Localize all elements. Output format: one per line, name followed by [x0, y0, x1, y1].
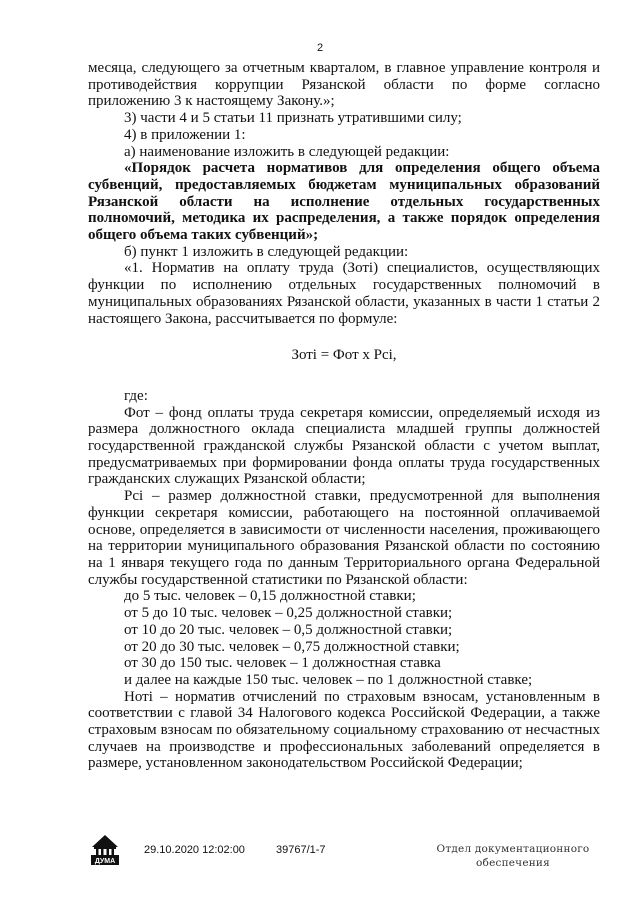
department-stamp	[428, 842, 598, 870]
rate-item: от 20 до 30 тыс. человек – 0,75 должностной ставки;	[124, 638, 460, 655]
paragraph-item-3: 3) части 4 и 5 статьи 11 признать утратившими силу;	[124, 110, 462, 127]
rate-item: и далее на каждые 150 тыс. человек – по 1 должностной ставке;	[124, 671, 533, 688]
stamp-timestamp: 29.10.2020 12:02:00	[144, 844, 245, 856]
paragraph-where: где:	[124, 387, 148, 404]
page-number: 2	[316, 42, 324, 54]
paragraph-point-1: «1. Норматив на оплату труда (Зоті) специалистов, осуществляющих функции по исполнению отдельных государственных полномочий в муниципальных образованиях Рязанской области, указанных в части 1 статьи 2 настоящего Закона, рассчитывается по формуле:	[88, 260, 600, 327]
paragraph-item-b: б) пункт 1 изложить в следующей редакции:	[124, 243, 409, 260]
document-body	[88, 60, 600, 772]
rate-item: от 10 до 20 тыс. человек – 0,5 должностной ставки;	[124, 621, 453, 638]
department-line-1: Отдел документационного	[436, 843, 590, 855]
rate-item: до 5 тыс. человек – 0,15 должностной ставки;	[124, 588, 416, 605]
stamp-doc-number: 39767/1-7	[276, 844, 326, 856]
paragraph-item-4: 4) в приложении 1:	[124, 126, 246, 143]
rate-item: от 30 до 150 тыс. человек – 1 должностная ставка	[124, 655, 441, 672]
paragraph-fot-definition: Фот – фонд оплаты труда секретаря комиссии, определяемый исходя из размера должностного оклада специалиста младшей группы должностей государственной гражданской службы Рязанской области с учетом выплат, предусматриваемых при формировании фонда оплаты труда государственных гражданских служащих Рязанской области;	[88, 404, 600, 488]
logo-text: ДУМА	[94, 858, 116, 865]
formula: Зоті = Фот х Рсі,	[291, 347, 397, 364]
paragraph-continuation: месяца, следующего за отчетным кварталом, в главное управление контроля и противодействия коррупции Рязанской области по форме согласно приложению 3 к настоящему Закону.»;	[88, 60, 600, 110]
paragraph-bold-title: «Порядок расчета нормативов для определения общего объема субвенций, предоставляемых бюджетам муниципальных образований Рязанской области на исполнение отдельных государственных полномочий, методика их распределения, а также порядок определения общего объема таких субвенций»;	[88, 160, 600, 244]
duma-logo-icon	[88, 834, 122, 866]
rate-item: от 5 до 10 тыс. человек – 0,25 должностной ставки;	[124, 605, 453, 622]
paragraph-rsi-definition: Рсі – размер должностной ставки, предусмотренной для выполнения функции секретаря комиссии, работающего на постоянной оплачиваемой основе, определяется в зависимости от численности населения, проживающего на территории муниципального образования Рязанской области по состоянию на 1 января текущего года по данным Территориального органа Федеральной службы государственной статистики по Рязанской области:	[88, 488, 600, 588]
department-line-2: обеспечения	[476, 857, 550, 869]
footer-stamp	[88, 842, 608, 882]
paragraph-noti-definition: Ноті – норматив отчислений по страховым взносам, установленным в соответствии с главой 34 Налогового кодекса Российской Федерации, а также страховым взносам по обязательному социальному страхованию от несчастных случаев на производстве и профессиональных заболеваний определяется в размере, установленном законодательством Российской Федерации;	[88, 688, 600, 772]
paragraph-item-a: а) наименование изложить в следующей редакции:	[124, 143, 450, 160]
